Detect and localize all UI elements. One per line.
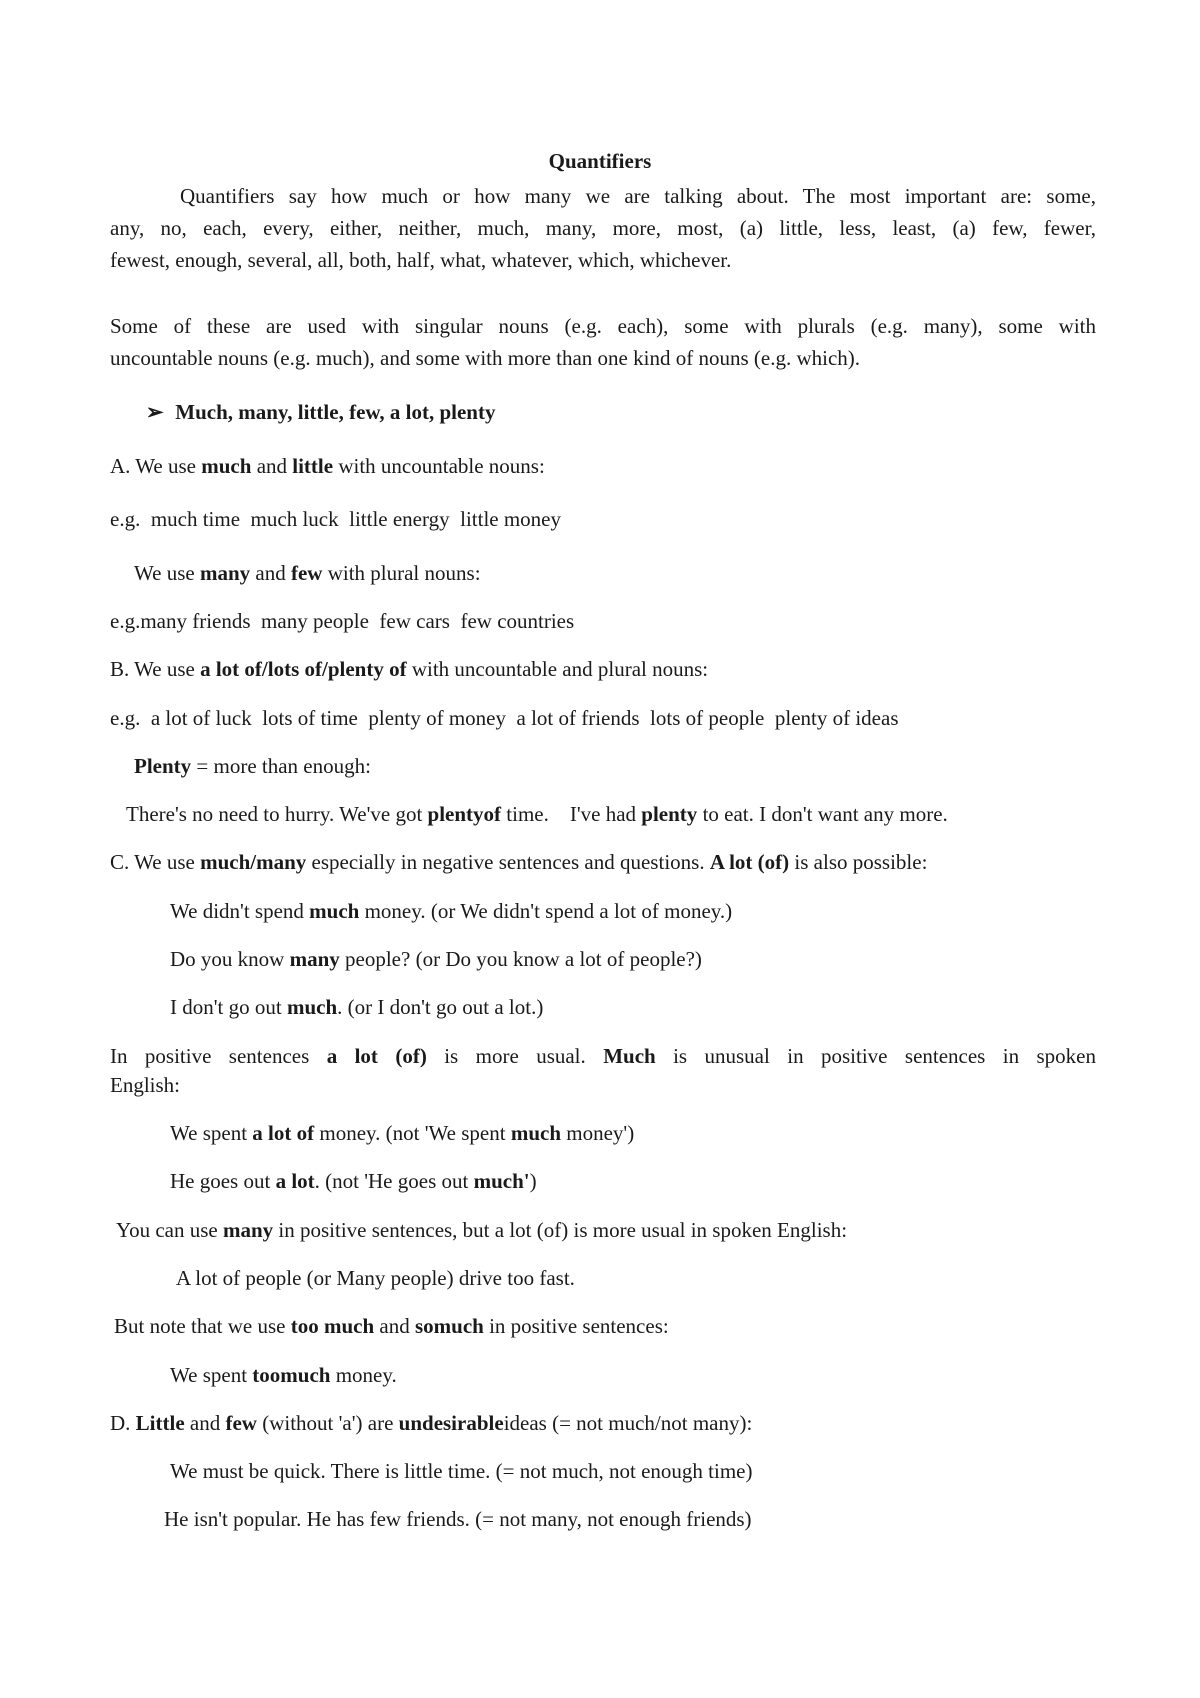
bold-term: much xyxy=(309,899,360,923)
bold-term: Much xyxy=(603,1044,656,1068)
text: He goes out xyxy=(170,1169,276,1193)
bold-term: much' xyxy=(473,1169,530,1193)
bold-term: many xyxy=(222,1218,274,1242)
text: We use xyxy=(134,561,200,585)
arrow-bullet-icon: ➢ xyxy=(146,400,164,424)
bold-term: A lot (of) xyxy=(709,850,790,874)
text: We spent xyxy=(170,1363,253,1387)
rule-b xyxy=(110,653,708,685)
bold-term: somuch xyxy=(414,1314,484,1338)
text: I don't go out xyxy=(170,995,287,1019)
rule-d xyxy=(110,1407,752,1439)
bold-term: much xyxy=(510,1121,562,1145)
text: We didn't spend xyxy=(170,899,310,923)
plenty-example xyxy=(126,798,948,830)
para2-line-2: uncountable nouns (e.g. much), and some with more than one kind of nouns (e.g. which). xyxy=(110,346,861,370)
text: and xyxy=(251,454,293,478)
example-d-1: We must be quick. There is little time. (= not much, not enough time) xyxy=(170,1459,753,1483)
text: money') xyxy=(561,1121,635,1145)
text: and xyxy=(250,561,291,585)
bold-term: a lot (of) xyxy=(326,1044,427,1068)
text: We spent xyxy=(170,1121,253,1145)
text: to eat. I don't want any more. xyxy=(697,802,948,826)
rule-a xyxy=(110,450,545,482)
text: = more than enough: xyxy=(191,754,371,778)
bold-term: toomuch xyxy=(252,1363,331,1387)
text: ideas (= not much/not many): xyxy=(503,1411,753,1435)
bold-term: a lot of xyxy=(252,1121,315,1145)
text: . (not 'He goes out xyxy=(314,1169,474,1193)
text: D. xyxy=(110,1411,136,1435)
example-c-7 xyxy=(170,1359,397,1391)
text: money. (or We didn't spend a lot of money.) xyxy=(359,899,733,923)
example-c-3 xyxy=(170,991,543,1023)
rule-c xyxy=(110,846,927,878)
bold-term: too much xyxy=(290,1314,375,1338)
text: with uncountable and plural nouns: xyxy=(406,657,709,681)
example-a-plural: e.g.many friends many people few cars few countries xyxy=(110,609,575,633)
text: But note that we use xyxy=(114,1314,291,1338)
example-c-1 xyxy=(170,895,732,927)
text: and xyxy=(184,1411,226,1435)
bold-term: little xyxy=(292,454,334,478)
text: is also possible: xyxy=(789,850,928,874)
example-c-6: A lot of people (or Many people) drive too fast. xyxy=(176,1266,575,1290)
example-c-5 xyxy=(170,1165,537,1197)
bold-term: a lot xyxy=(275,1169,315,1193)
plenty-definition xyxy=(134,750,371,782)
bold-term: many xyxy=(199,561,251,585)
text: with plural nouns: xyxy=(322,561,481,585)
text: . (or I don't go out a lot.) xyxy=(337,995,544,1019)
many-positive-note xyxy=(116,1214,847,1246)
text: ) xyxy=(529,1169,537,1193)
section-heading xyxy=(146,396,495,428)
intro-line-2: any, no, each, every, either, neither, much, many, more, most, (a) little, less, least, (a) few, fewer, xyxy=(110,216,1096,240)
bold-term: plenty xyxy=(641,802,698,826)
bold-term: much xyxy=(286,995,338,1019)
text: There's no need to hurry. We've got xyxy=(126,802,428,826)
intro-line-3: fewest, enough, several, all, both, half, what, whatever, which, whichever. xyxy=(110,248,732,272)
text: B. We use xyxy=(110,657,201,681)
example-c-4 xyxy=(170,1117,634,1149)
section-heading-text: Much, many, little, few, a lot, plenty xyxy=(175,400,496,424)
positive-sentences-line-1 xyxy=(110,1040,1096,1072)
bold-term: much/many xyxy=(200,850,307,874)
text: people? (or Do you know a lot of people?) xyxy=(339,947,702,971)
bold-term: undesirable xyxy=(398,1411,504,1435)
bold-term: plentyof xyxy=(427,802,502,826)
page-title: Quantifiers xyxy=(548,149,652,173)
positive-sentences-line-2: English: xyxy=(110,1073,181,1097)
text: money. (not 'We spent xyxy=(314,1121,511,1145)
text: A. We use xyxy=(110,454,202,478)
bold-term: Plenty xyxy=(134,754,192,778)
example-c-2 xyxy=(170,943,702,975)
bold-term: a lot of/lots of/plenty of xyxy=(200,657,407,681)
text: especially in negative sentences and questions. xyxy=(306,850,710,874)
example-b: e.g. a lot of luck lots of time plenty of money a lot of friends lots of people plenty of ideas xyxy=(110,706,899,730)
bold-term: many xyxy=(289,947,340,971)
text: In positive sentences xyxy=(110,1044,327,1068)
text: time. I've had xyxy=(501,802,642,826)
text: money. xyxy=(330,1363,397,1387)
example-d-2: He isn't popular. He has few friends. (= not many, not enough friends) xyxy=(164,1507,752,1531)
rule-a-plural xyxy=(134,557,481,589)
intro-line-1: Quantifiers say how much or how many we are talking about. The most important are: some, xyxy=(180,184,1096,208)
text: in positive sentences, but a lot (of) is more usual in spoken English: xyxy=(273,1218,848,1242)
bold-term: few xyxy=(290,561,323,585)
text: is more usual. xyxy=(426,1044,604,1068)
bold-term: much xyxy=(201,454,252,478)
text: and xyxy=(374,1314,415,1338)
text: is unusual in positive sentences in spoken xyxy=(655,1044,1097,1068)
para2-line-1: Some of these are used with singular nouns (e.g. each), some with plurals (e.g. many), some with xyxy=(110,314,1096,338)
text: Do you know xyxy=(170,947,290,971)
bold-term: Little xyxy=(135,1411,185,1435)
text: in positive sentences: xyxy=(483,1314,669,1338)
text: You can use xyxy=(116,1218,223,1242)
example-a: e.g. much time much luck little energy little money xyxy=(110,507,562,531)
text: (without 'a') are xyxy=(256,1411,399,1435)
text: with uncountable nouns: xyxy=(333,454,545,478)
too-much-note xyxy=(114,1310,669,1342)
bold-term: few xyxy=(225,1411,257,1435)
text: C. We use xyxy=(110,850,201,874)
